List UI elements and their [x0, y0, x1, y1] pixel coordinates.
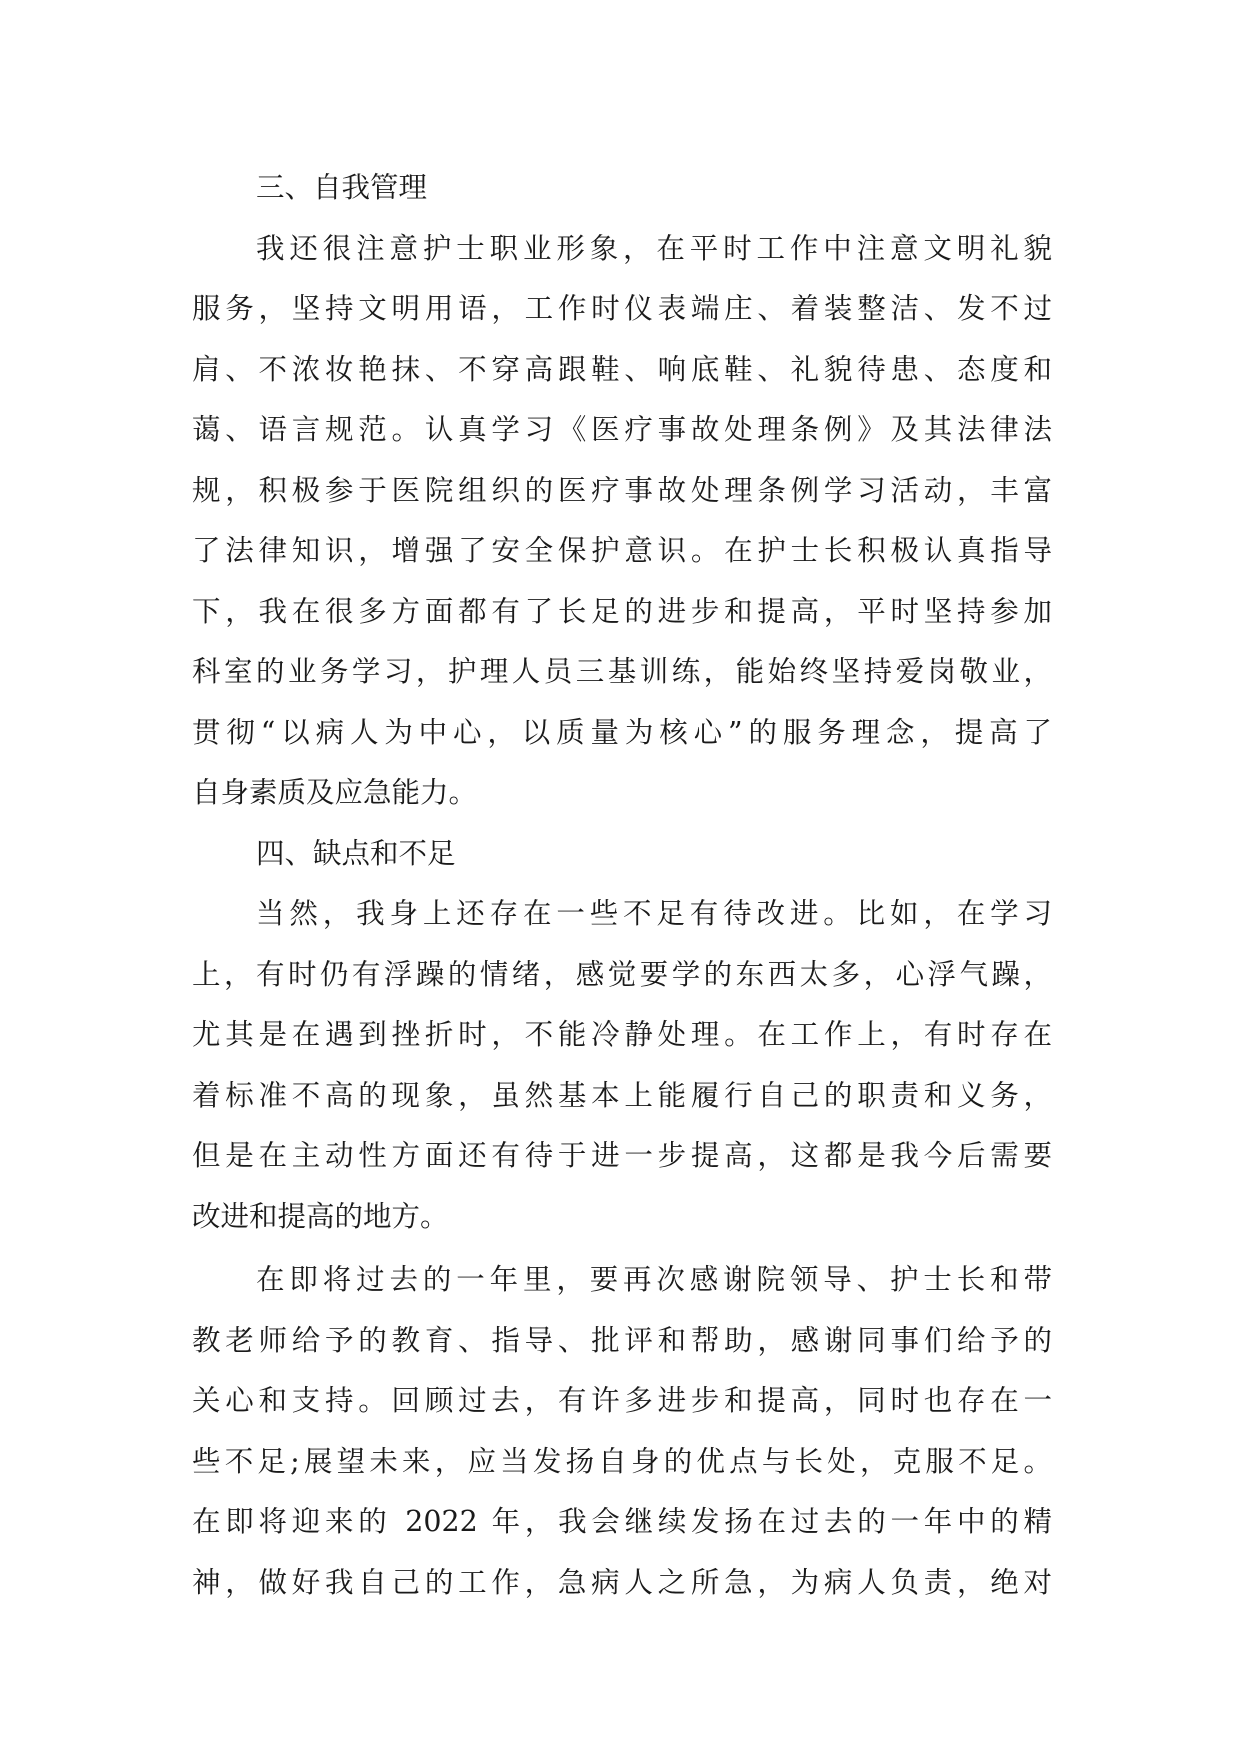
paragraph-line: 在即将过去的一年里，要再次感谢院领导、护士长和带 [256, 1263, 1052, 1296]
paragraph-line: 在即将迎来的 2022 年，我会继续发扬在过去的一年中的精 [192, 1505, 1052, 1538]
paragraph-line: 肩、不浓妆艳抹、不穿高跟鞋、响底鞋、礼貌待患、态度和 [192, 352, 1052, 386]
section-heading-shortcomings: 四、缺点和不足 [256, 836, 456, 870]
paragraph-line: 但是在主动性方面还有待于进一步提高，这都是我今后需要 [192, 1139, 1052, 1172]
paragraph-line: 我还很注意护士职业形象，在平时工作中注意文明礼貌 [256, 231, 1052, 265]
paragraph-line: 蔼、语言规范。认真学习《医疗事故处理条例》及其法律法 [192, 413, 1052, 446]
paragraph-line: 尤其是在遇到挫折时，不能冷静处理。在工作上，有时存在 [192, 1018, 1052, 1051]
paragraph-line: 自身素质及应急能力。 [192, 776, 478, 809]
document-body [192, 158, 1052, 1613]
paragraph-line: 贯彻“以病人为中心，以质量为核心”的服务理念，提高了 [192, 715, 1052, 749]
paragraph-line: 下，我在很多方面都有了长足的进步和提高，平时坚持参加 [192, 594, 1052, 628]
paragraph-line: 改进和提高的地方。 [192, 1199, 449, 1233]
paragraph-line: 些不足;展望未来，应当发扬自身的优点与长处，克服不足。 [192, 1444, 1052, 1478]
paragraph-line: 教老师给予的教育、指导、批评和帮助，感谢同事们给予的 [192, 1323, 1052, 1357]
paragraph-line: 上，有时仍有浮躁的情绪，感觉要学的东西太多，心浮气躁， [192, 957, 1052, 991]
section-heading-self-management: 三、自我管理 [256, 171, 428, 204]
paragraph-line: 规，积极参于医院组织的医疗事故处理条例学习活动，丰富 [192, 473, 1052, 507]
paragraph-line: 服务，坚持文明用语，工作时仪表端庄、着装整洁、发不过 [192, 292, 1052, 325]
paragraph-line: 神，做好我自己的工作，急病人之所急，为病人负责，绝对 [192, 1565, 1052, 1599]
paragraph-line: 着标准不高的现象，虽然基本上能履行自己的职责和义务， [192, 1078, 1052, 1112]
paragraph-line: 当然，我身上还存在一些不足有待改进。比如，在学习 [256, 897, 1052, 930]
paragraph-line: 了法律知识，增强了安全保护意识。在护士长积极认真指导 [192, 534, 1052, 567]
paragraph-line: 关心和支持。回顾过去，有许多进步和提高，同时也存在一 [192, 1384, 1052, 1417]
paragraph-line: 科室的业务学习，护理人员三基训练，能始终坚持爱岗敬业， [192, 655, 1052, 688]
